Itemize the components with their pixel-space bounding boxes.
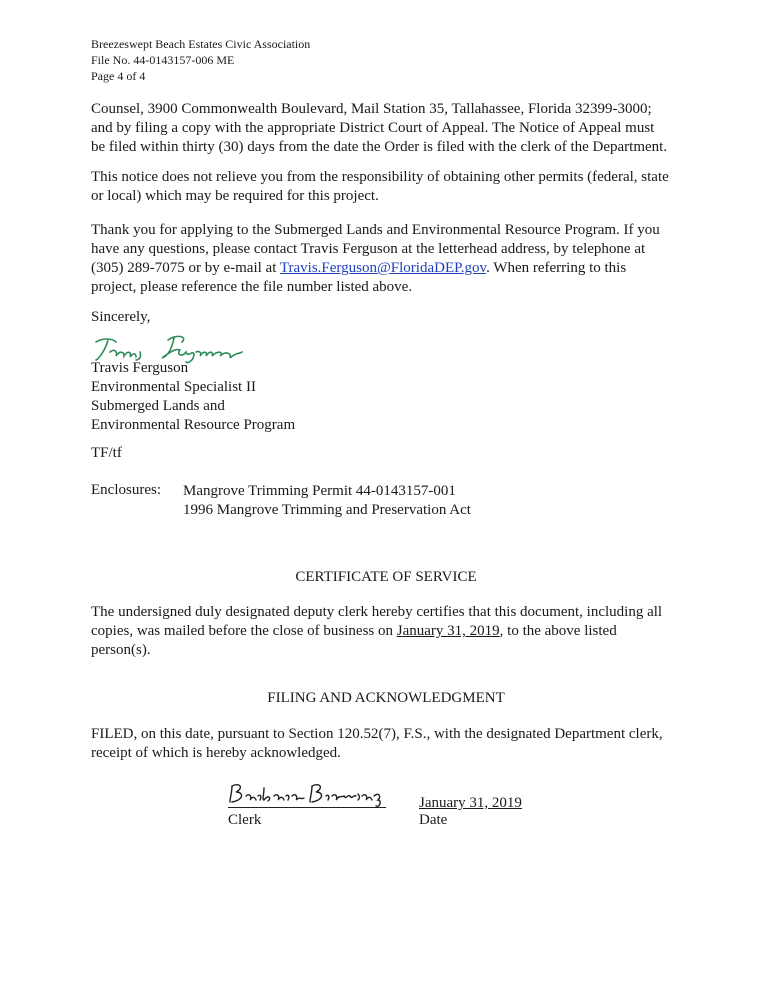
paragraph-line: person(s).: [91, 642, 151, 658]
certificate-trail-text: , to the above listed: [499, 623, 617, 639]
contact-paragraph: [91, 221, 691, 297]
clerk-signature-line: [228, 807, 386, 808]
enclosure-item: Mangrove Trimming Permit 44-0143157-001: [183, 483, 456, 499]
paragraph-line: [91, 622, 691, 641]
date-label: Date: [419, 812, 448, 828]
clerk-label: Clerk: [228, 812, 262, 828]
paragraph-line: and by filing a copy with the appropriate District Court of Appeal. The Notice of Appeal must: [91, 120, 655, 136]
header-file-number: File No. 44-0143157-006 ME: [91, 53, 235, 67]
email-lead-text: (305) 289-7075 or by e-mail at: [91, 260, 280, 276]
enclosures-label: Enclosures:: [91, 482, 161, 498]
paragraph-line: receipt of which is hereby acknowledged.: [91, 745, 341, 761]
certificate-paragraph: [91, 603, 691, 660]
email-link[interactable]: Travis.Ferguson@FloridaDEP.gov: [279, 260, 487, 276]
certificate-heading: CERTIFICATE OF SERVICE: [295, 569, 477, 585]
paragraph-line: FILED, on this date, pursuant to Section 120.52(7), F.S., with the designated Department clerk,: [91, 726, 663, 742]
appeal-paragraph: [91, 100, 691, 157]
paragraph-line: Thank you for applying to the Submerged Lands and Environmental Resource Program. If you: [91, 222, 660, 238]
filing-paragraph: [91, 725, 691, 763]
certificate-lead-text: copies, was mailed before the close of business on: [91, 623, 397, 639]
signer-program-line: Submerged Lands and: [91, 398, 225, 414]
filing-date: January 31, 2019: [419, 795, 522, 811]
signer-program-line: Environmental Resource Program: [91, 417, 296, 433]
email-trail-text: . When referring to this: [486, 260, 627, 276]
page-header: [91, 36, 310, 84]
initials: TF/tf: [91, 445, 122, 461]
salutation: Sincerely,: [91, 309, 151, 325]
signer-title: Environmental Specialist II: [91, 379, 256, 395]
enclosures-list: [183, 482, 471, 520]
paragraph-line: or local) which may be required for this project.: [91, 188, 379, 204]
certificate-date: January 31, 2019: [396, 623, 500, 639]
paragraph-line: project, please reference the file number listed above.: [91, 279, 413, 295]
paragraph-line: be filed within thirty (30) days from the date the Order is filed with the clerk of the Department.: [91, 139, 668, 155]
header-page-number: Page 4 of 4: [91, 69, 146, 83]
signature-block: [91, 359, 691, 435]
paragraph-line: This notice does not relieve you from the responsibility of obtaining other permits (federal, state: [91, 169, 669, 185]
paragraph-line: [91, 259, 691, 278]
paragraph-line: have any questions, please contact Travis Ferguson at the letterhead address, by telephone at: [91, 241, 646, 257]
enclosure-item: 1996 Mangrove Trimming and Preservation Act: [183, 502, 471, 518]
paragraph-line: Counsel, 3900 Commonwealth Boulevard, Mail Station 35, Tallahassee, Florida 32399-3000;: [91, 101, 652, 117]
filing-heading: FILING AND ACKNOWLEDGMENT: [267, 690, 505, 706]
paragraph-line: The undersigned duly designated deputy clerk hereby certifies that this document, including all: [91, 604, 663, 620]
permits-paragraph: [91, 168, 691, 206]
clerk-signature-image: [226, 778, 386, 808]
header-organization: Breezeswept Beach Estates Civic Association: [91, 37, 311, 51]
signer-name: Travis Ferguson: [91, 360, 189, 376]
